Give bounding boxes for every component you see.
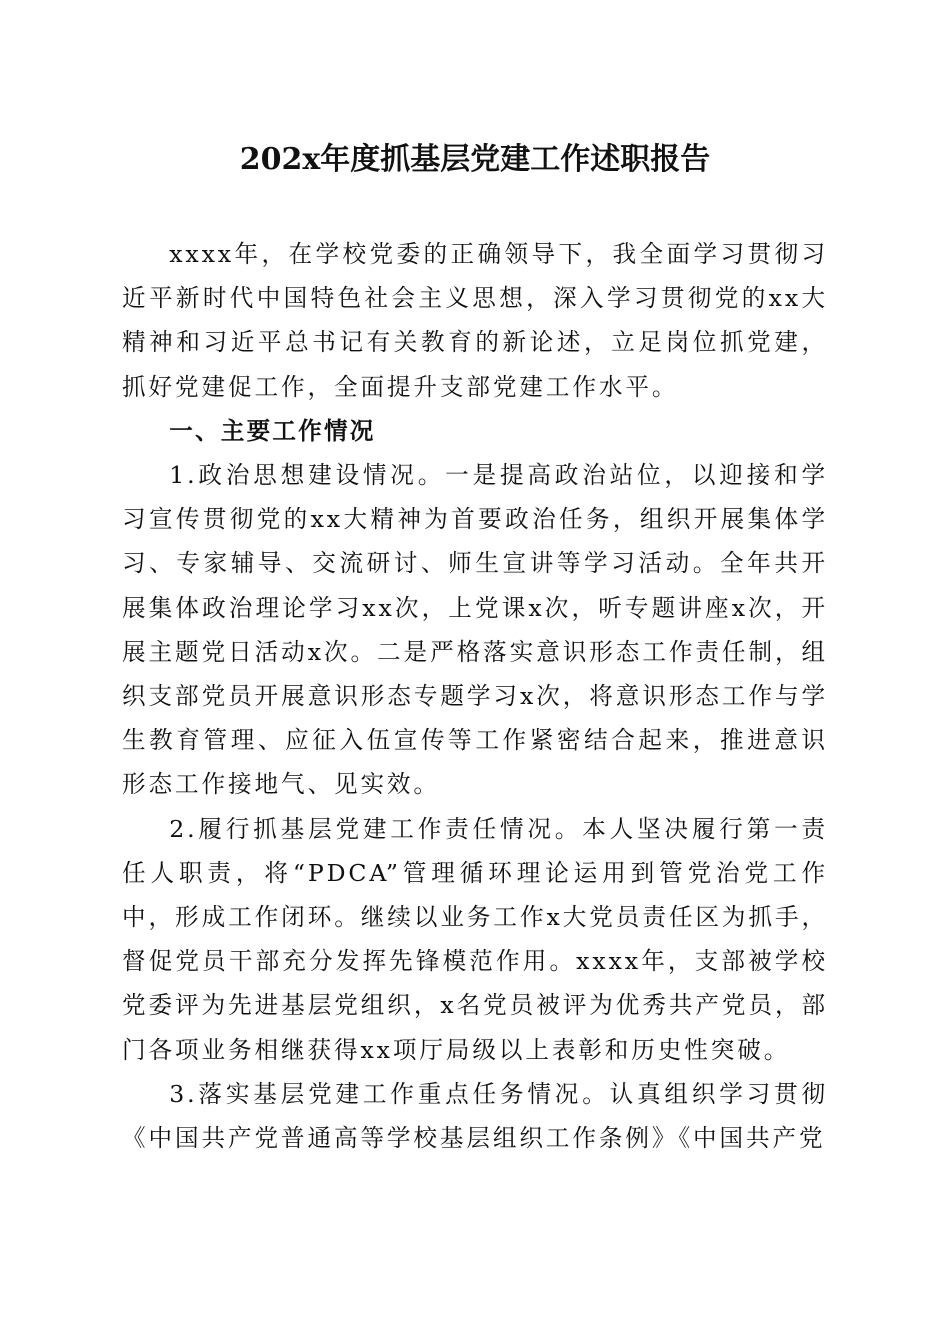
- document-title: 202x年度抓基层党建工作述职报告: [239, 142, 711, 177]
- document-body: [122, 232, 828, 1160]
- intro-paragraph: xxxx年，在学校党委的正确领导下，我全面学习贯彻习近平新时代中国特色社会主义思想，深入学习贯彻党的xx大精神和习近平总书记有关教育的新论述，立足岗位抓党建，抓好党建促工作，全面提升支部党建工作水平。: [122, 240, 828, 401]
- paragraph-responsibility: 2.履行抓基层党建工作责任情况。本人坚决履行第一责任人职责，将“PDCA”管理循环理论运用到管党治党工作中，形成工作闭环。继续以业务工作x大党员责任区为抓手，督促党员干部充分发挥先锋模范作用。xxxx年，支部被学校党委评为先进基层党组织，x名党员被评为优秀共产党员，部门各项业务相继获得xx项厅局级以上表彰和历史性突破。: [122, 814, 828, 1064]
- paragraph-key-tasks: 3.落实基层党建工作重点任务情况。认真组织学习贯彻《中国共产党普通高等学校基层组织工作条例》《中国共产党: [122, 1079, 828, 1153]
- paragraph-political-construction: 1.政治思想建设情况。一是提高政治站位，以迎接和学习宣传贯彻党的xx大精神为首要政治任务，组织开展集体学习、专家辅导、交流研讨、师生宣讲等学习活动。全年共开展集体政治理论学习xx次，上党课x次，听专题讲座x次，开展主题党日活动x次。二是严格落实意识形态工作责任制，组织支部党员开展意识形态专题学习x次，将意识形态工作与学生教育管理、应征入伍宣传等工作紧密结合起来，推进意识形态工作接地气、见实效。: [122, 461, 828, 799]
- section-heading-main-work: 一、主要工作情况: [169, 416, 376, 445]
